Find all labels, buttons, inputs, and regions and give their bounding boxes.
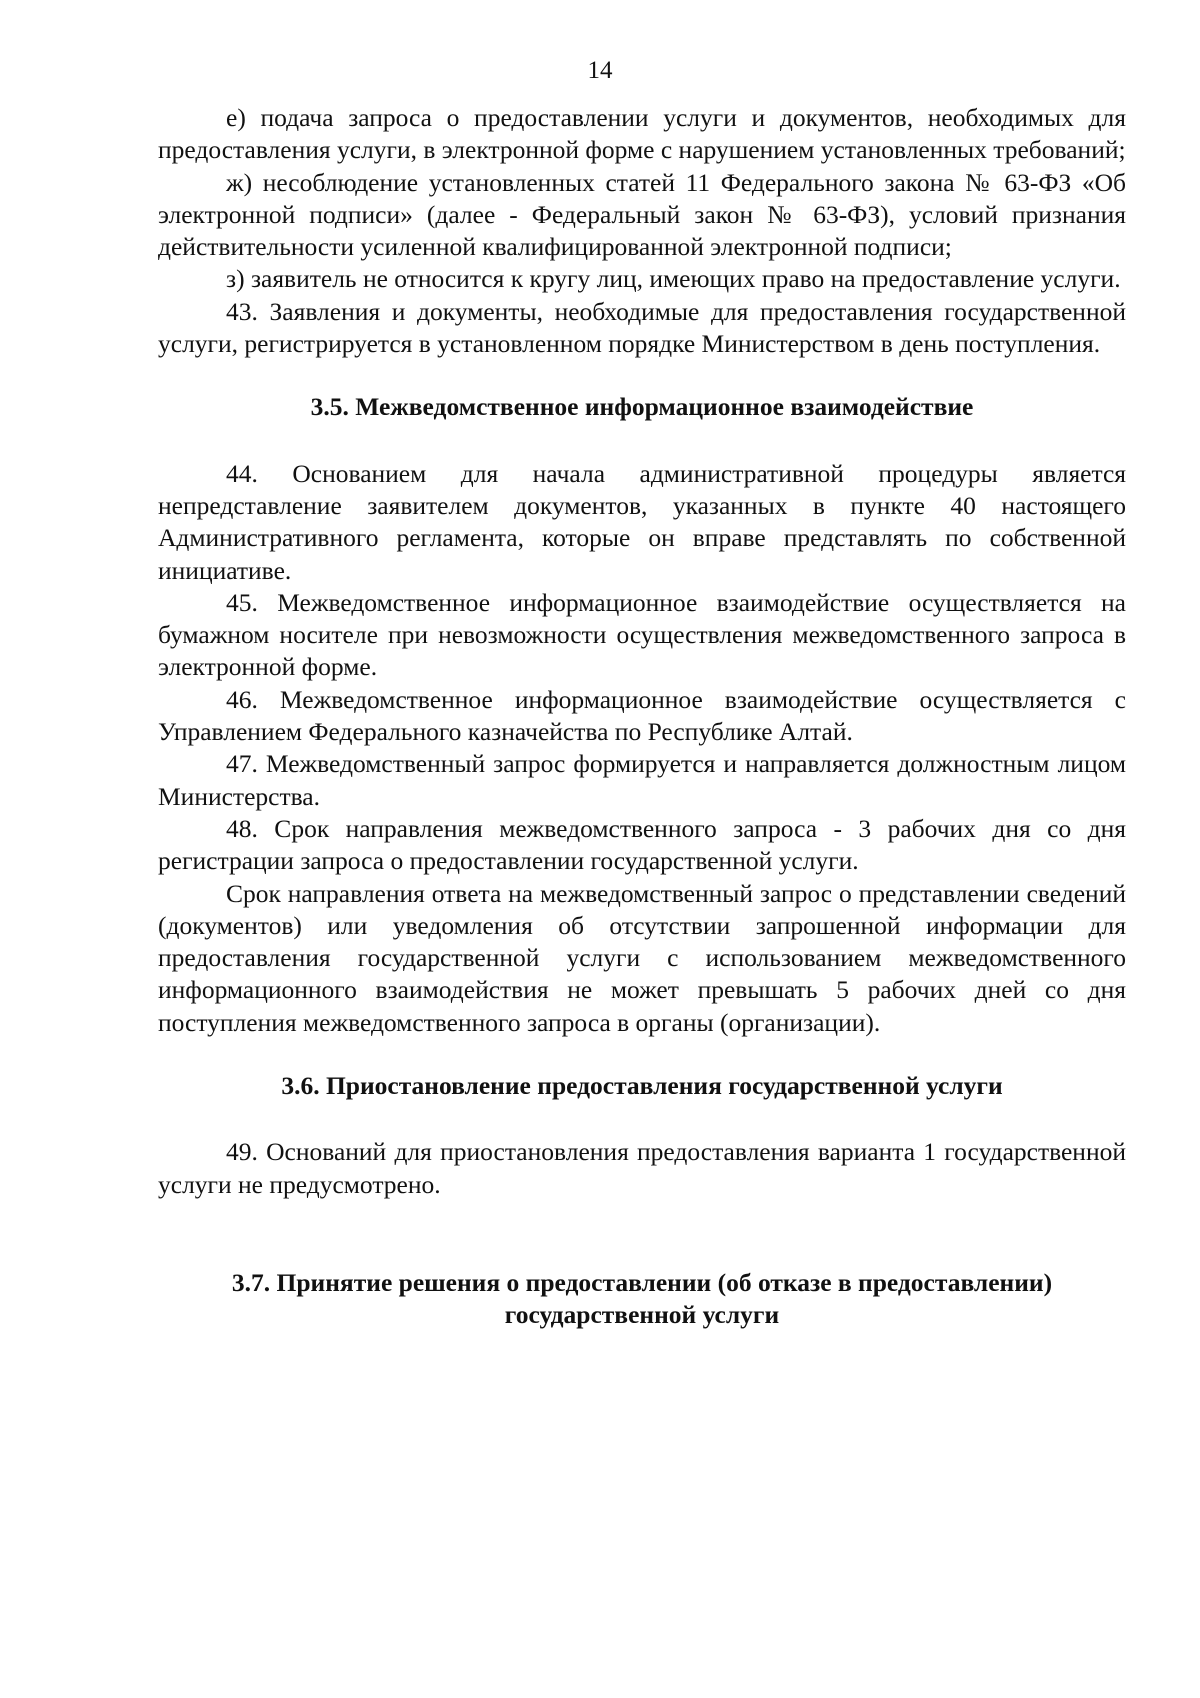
paragraph-43: 43. Заявления и документы, необходимые для предоставления государственной услуги, регистрируется в установленном порядке Министерством в день поступления. <box>158 296 1126 359</box>
paragraph-item-z: з) заявитель не относится к кругу лиц, имеющих право на предоставление услуги. <box>226 264 1121 294</box>
paragraph-47: 47. Межведомственный запрос формируется и направляется должностным лицом Министерства. <box>158 749 1126 811</box>
document-body <box>158 102 1126 1332</box>
paragraph-44: 44. Основанием для начала административной процедуры является непредставление заявителем документов, указанных в пункте 40 настоящего Административного регламента, которые он вправе представлять по собственной инициативе. <box>158 458 1126 585</box>
paragraph-45: 45. Межведомственное информационное взаимодействие осуществляется на бумажном носителе при невозможности осуществления межведомственного запроса в электронной форме. <box>158 587 1126 682</box>
paragraph-item-e: е) подача запроса о предоставлении услуги и документов, необходимых для предоставления услуги, в электронной форме с нарушением установленных требований; <box>158 103 1126 165</box>
section-heading-3-6: 3.6. Приостановление предоставления государственной услуги <box>281 1071 1003 1101</box>
paragraph-49: 49. Оснований для приостановления предоставления варианта 1 государственной услуги не предусмотрено. <box>158 1137 1126 1199</box>
section-heading-3-5: 3.5. Межведомственное информационное взаимодействие <box>310 392 974 422</box>
paragraph-46: 46. Межведомственное информационное взаимодействие осуществляется с Управлением Федерального казначейства по Республике Алтай. <box>158 684 1126 747</box>
page-number: 14 <box>587 57 613 84</box>
section-heading-3-7: 3.7. Принятие решения о предоставлении (об отказе в предоставлении) государственной услуги <box>231 1267 1053 1330</box>
paragraph-48-response-term: Срок направления ответа на межведомственный запрос о представлении сведений (документов) или уведомления об отсутствии запрошенной информации для предоставления государственной услуги с использованием межведомственного информационного взаимодействия не может превышать 5 рабочих дней со дня поступления межведомственного запроса в органы (организации). <box>158 878 1126 1037</box>
paragraph-48: 48. Срок направления межведомственного запроса - 3 рабочих дня со дня регистрации запроса о предоставлении государственной услуги. <box>158 813 1126 876</box>
paragraph-item-zh: ж) несоблюдение установленных статей 11 Федерального закона № 63-ФЗ «Об электронной подписи» (далее - Федеральный закон № 63-ФЗ), условий признания действительности усиленной квалифицированной электронной подписи; <box>158 167 1126 262</box>
